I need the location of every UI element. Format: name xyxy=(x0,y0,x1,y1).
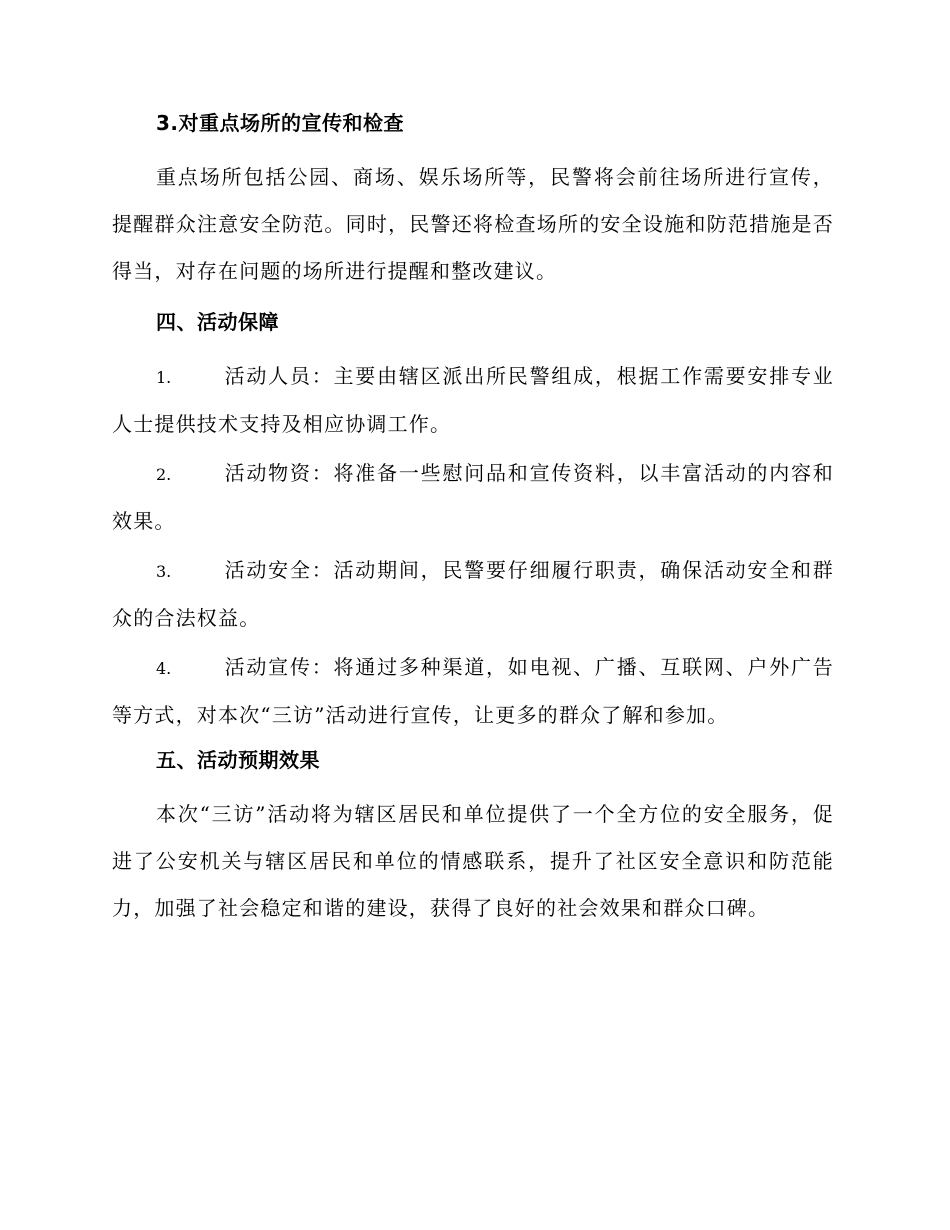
list-item xyxy=(112,547,834,642)
list-item xyxy=(112,353,834,448)
list-item-text: 活动物资：将准备一些慰问品和宣传资料，以丰富活动的内容和效果。 xyxy=(112,461,834,533)
section-heading-5: 五、活动预期效果 xyxy=(156,748,320,772)
list-item-number: 4. xyxy=(156,659,172,678)
list-item-text: 活动安全：活动期间，民警要仔细履行职责，确保活动安全和群众的合法权益。 xyxy=(112,558,834,630)
list-item-number: 3. xyxy=(156,562,172,581)
list-item-text: 活动宣传：将通过多种渠道，如电视、广播、互联网、户外广告等方式，对本次“三访”活动进行宣传，让更多的群众了解和参加。 xyxy=(112,655,834,727)
section-5-paragraph: 本次“三访”活动将为辖区居民和单位提供了一个全方位的安全服务，促进了公安机关与辖区居民和单位的情感联系，提升了社区安全意识和防范能力，加强了社会稳定和谐的建设，获得了良好的社会效果和群众口碑。 xyxy=(112,802,834,920)
section-heading-3: 3.对重点场所的宣传和检查 xyxy=(156,111,405,135)
list-item xyxy=(112,644,834,739)
section-heading-4: 四、活动保障 xyxy=(156,310,279,334)
list-item-number: 1. xyxy=(156,368,172,387)
list-item-text: 活动人员：主要由辖区派出所民警组成，根据工作需要安排专业人士提供技术支持及相应协调工作。 xyxy=(112,364,834,436)
list-item xyxy=(112,450,834,545)
document-body xyxy=(112,108,834,944)
list-item-number: 2. xyxy=(156,465,172,484)
section-3-paragraph: 重点场所包括公园、商场、娱乐场所等，民警将会前往场所进行宣传，提醒群众注意安全防范。同时，民警还将检查场所的安全设施和防范措施是否得当，对存在问题的场所进行提醒和整改建议。 xyxy=(112,165,834,283)
